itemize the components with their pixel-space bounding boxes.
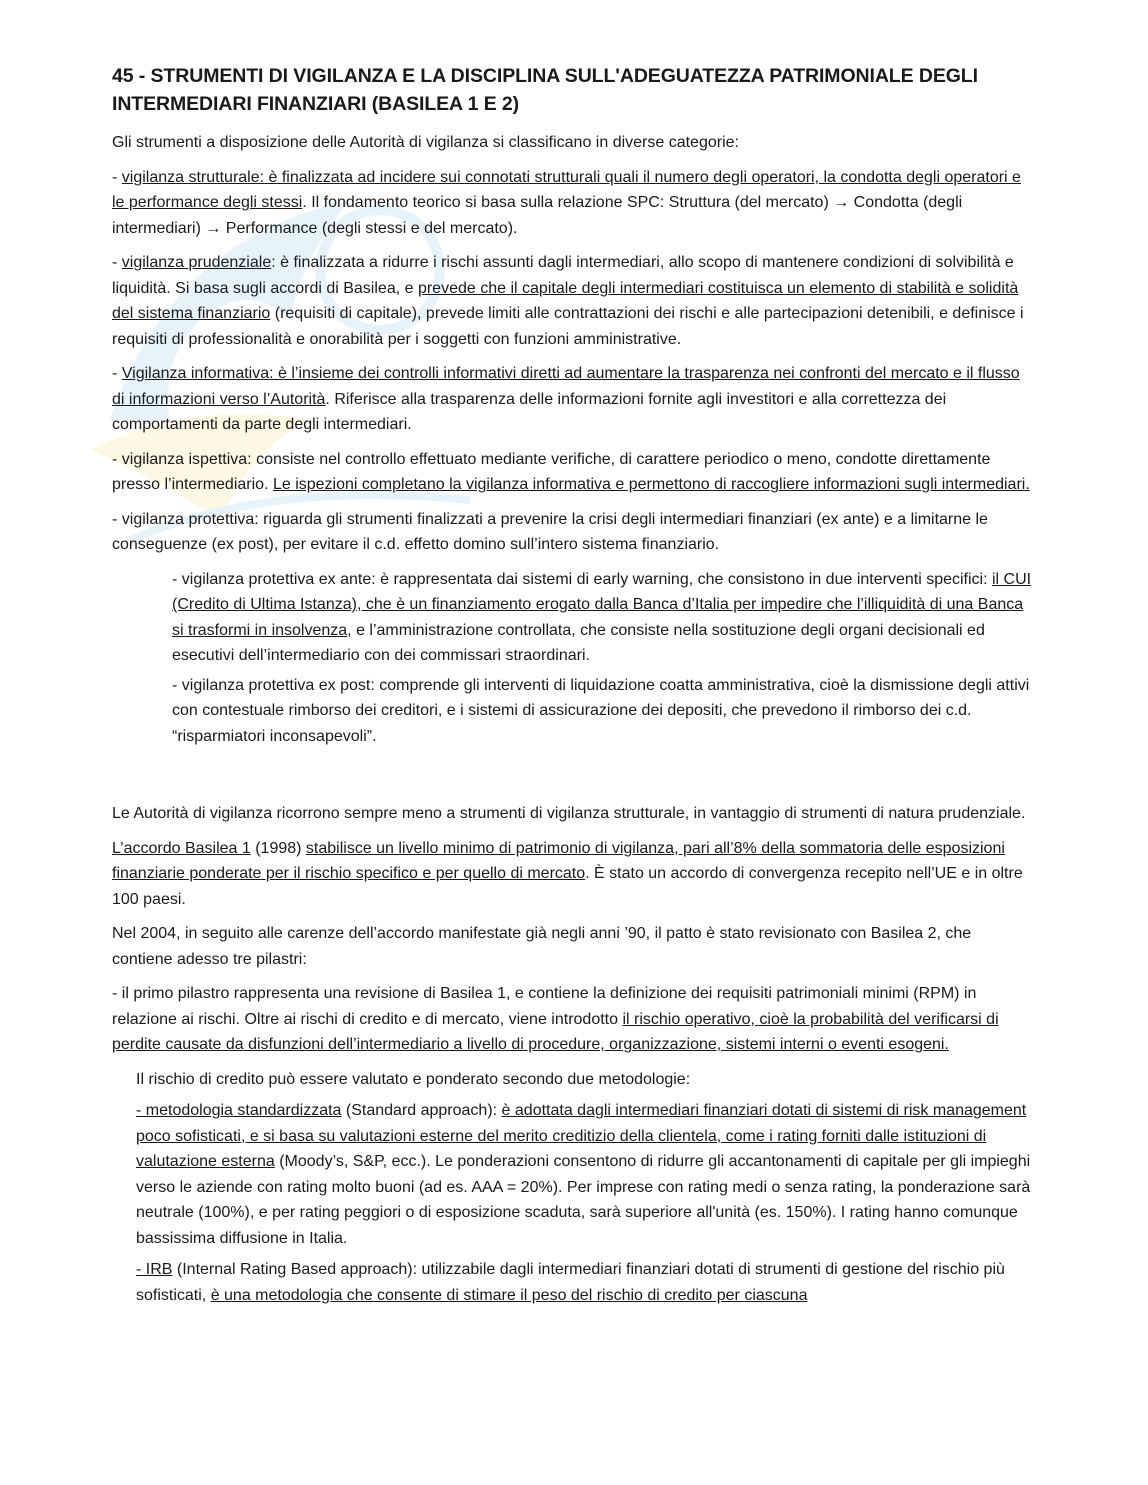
underlined-text: il rischio operativo, cioè la probabilità del verificarsi di perdite causate da disfunzioni dell’intermediario a livello di procedure, organizzazione, sistemi interni o eventi esogeni. xyxy=(112,1010,999,1053)
text-run: - vigilanza protettiva ex post: comprende gli interventi di liquidazione coatta amministrativa, cioè la dismissione degli attivi con contestuale rimborso dei creditori, e i sistemi di assicurazione dei depositi, che prevedono il rimborso dei c.d. “risparmiatori inconsapevoli”. xyxy=(172,676,1030,745)
paragraphs-2-paragraph xyxy=(112,836,1034,913)
underlined-text: L’accordo Basilea 1 xyxy=(112,839,251,857)
underlined-text: stabilisce un livello minimo di patrimonio di vigilanza, pari all’8% della sommatoria delle esposizioni finanziarie ponderate per il rischio specifico e per quello di mercato xyxy=(112,839,1005,882)
text-run: - xyxy=(112,168,122,186)
underlined-text: vigilanza strutturale: è finalizzata ad incidere sui connotati strutturali quali il numero degli operatori, la condotta degli operatori e le performance degli stessi xyxy=(112,168,1021,211)
text-run: Le Autorità di vigilanza ricorrono sempre meno a strumenti di vigilanza strutturale, in vantaggio di strumenti di natura prudenziale. xyxy=(112,805,1026,822)
underlined-text: è adottata dagli intermediari finanziari dotati di sistemi di risk management poco sofisticati, e si basa su valutazioni esterne del merito creditizio della clientela, come i rating forniti dalle istituzioni di valutazione esterna xyxy=(136,1102,1027,1170)
underlined-text: è una metodologia che consente di stimare il peso del rischio di credito per ciascuna xyxy=(210,1286,808,1304)
paragraphs-paragraph xyxy=(112,447,1034,498)
text-run: . Riferisce alla trasparenza delle informazioni fornite agli investitori e alla correttezza dei comportamenti da parte degli intermediari. xyxy=(112,390,947,433)
sub-paragraphs-paragraph xyxy=(172,673,1034,750)
text-run: (Internal Rating Based approach): utilizzabile dagli intermediari finanziari dotati di strumenti di gestione del rischio più sofisticati, xyxy=(136,1261,1005,1304)
section-vigilanza-categorie xyxy=(112,130,1034,558)
indented-paragraphs-paragraph xyxy=(136,1257,1034,1308)
indented-paragraphs-paragraph xyxy=(136,1067,1034,1093)
document-title: 45 - STRUMENTI DI VIGILANZA E LA DISCIPLINA SULL'ADEGUATEZZA PATRIMONIALE DEGLI INTERMEDIARI FINANZIARI (BASILEA 1 E 2) xyxy=(112,65,978,115)
text-run: , e l’amministrazione controllata, che consiste nella sostituzione degli organi decisionali ed esecutivi dell’intermediario con dei commissari straordinari. xyxy=(172,621,985,664)
paragraphs-paragraph xyxy=(112,507,1034,558)
underlined-text: il CUI (Credito di Ultima Istanza), che è un finanziamento erogato dalla Banca d’Italia per impedire che l’illiquidità di una Banca si trasformi in insolvenza xyxy=(172,570,1032,639)
section-basilea xyxy=(112,801,1034,1058)
paragraphs-paragraph xyxy=(112,165,1034,242)
text-run: - vigilanza ispettiva: consiste nel controllo effettuato mediante verifiche, di carattere periodico o meno, condotte direttamente presso l’intermediario. xyxy=(112,450,991,493)
text-run: Gli strumenti a disposizione delle Autorità di vigilanza si classificano in diverse categorie: xyxy=(112,134,739,151)
text-run: - xyxy=(112,254,122,271)
text-run: - il primo pilastro rappresenta una revisione di Basilea 1, e contiene la definizione dei requisiti patrimoniali minimi (RPM) in relazione ai rischi. Oltre ai rischi di credito e di mercato, viene introdotto xyxy=(112,985,977,1028)
text-run: - vigilanza protettiva ex ante: è rappresentata dai sistemi di early warning, che consistono in due interventi specifici: xyxy=(172,570,992,588)
text-run: - vigilanza protettiva: riguarda gli strumenti finalizzati a prevenire la crisi degli intermediari finanziari (ex ante) e a limitarne le conseguenze (ex post), per evitare il c.d. effetto domino sull’intero sistema finanziario. xyxy=(112,510,988,553)
spacer xyxy=(112,753,1034,801)
text-run: . Il fondamento teorico si basa sulla relazione SPC: Struttura (del mercato) → Condotta (degli intermediari) → Performance (degli stessi e del mercato). xyxy=(112,194,963,237)
text-run: (requisiti di capitale), prevede limiti alle contrattazioni dei rischi e alle partecipazioni detenibili, e definisce i requisiti di professionalità e onorabilità per i soggetti con funzioni amministrative. xyxy=(112,305,1024,348)
section-rischio-di-credito xyxy=(112,1067,1034,1309)
paragraphs-2-paragraph xyxy=(112,801,1034,827)
text-run: : è finalizzata a ridurre i rischi assunti dagli intermediari, allo scopo di mantenere condizioni di solvibilità e liquidità. Si basa sugli accordi di Basilea, e xyxy=(112,254,1014,297)
underlined-text: - IRB xyxy=(136,1261,173,1278)
text-run: (Standard approach): xyxy=(341,1102,502,1119)
paragraphs-paragraph xyxy=(112,361,1034,438)
document-page xyxy=(112,62,1034,1314)
underlined-text: vigilanza prudenziale xyxy=(121,254,272,271)
text-run: - xyxy=(112,365,122,382)
paragraphs-2-paragraph xyxy=(112,981,1034,1058)
paragraphs-paragraph xyxy=(112,130,1034,156)
underlined-text: - metodologia standardizzata xyxy=(136,1102,342,1119)
underlined-text: Le ispezioni completano la vigilanza informativa e permettono di raccogliere informazioni sugli intermediari. xyxy=(272,476,1030,493)
indented-paragraphs-paragraph xyxy=(136,1098,1034,1251)
underlined-text: prevede che il capitale degli intermediari costituisca un elemento di stabilità e solidità del sistema finanziario xyxy=(112,279,1019,322)
underlined-text: Vigilanza informativa: è l’insieme dei controlli informativi diretti ad aumentare la trasparenza nei confronti del mercato e il flusso di informazioni verso l’Autorità xyxy=(112,365,1020,408)
paragraphs-paragraph xyxy=(112,250,1034,352)
section-vigilanza-protettiva-sottopunti xyxy=(112,567,1034,750)
sub-paragraphs-paragraph xyxy=(172,567,1034,669)
text-run: Il rischio di credito può essere valutato e ponderato secondo due metodologie: xyxy=(136,1070,691,1088)
paragraphs-2-paragraph xyxy=(112,921,1034,972)
text-run: Nel 2004, in seguito alle carenze dell’accordo manifestate già negli anni ’90, il patto è stato revisionato con Basilea 2, che contiene adesso tre pilastri: xyxy=(112,925,972,968)
text-run: . È stato un accordo di convergenza recepito nell’UE e in oltre 100 paesi. xyxy=(112,865,1023,908)
text-run: (1998) xyxy=(250,839,306,857)
text-run: (Moody’s, S&P, ecc.). Le ponderazioni consentono di ridurre gli accantonamenti di capitale per gli impieghi verso le aziende con rating molto buoni (ad es. AAA = 20%). Per imprese con rating medi o senza rating, la ponderazione sarà neutrale (100%), e per rating peggiori o di esposizione scaduta, sarà superiore all'unità (es. 150%). I rating hanno comunque bassissima diffusione in Italia. xyxy=(136,1153,1031,1247)
